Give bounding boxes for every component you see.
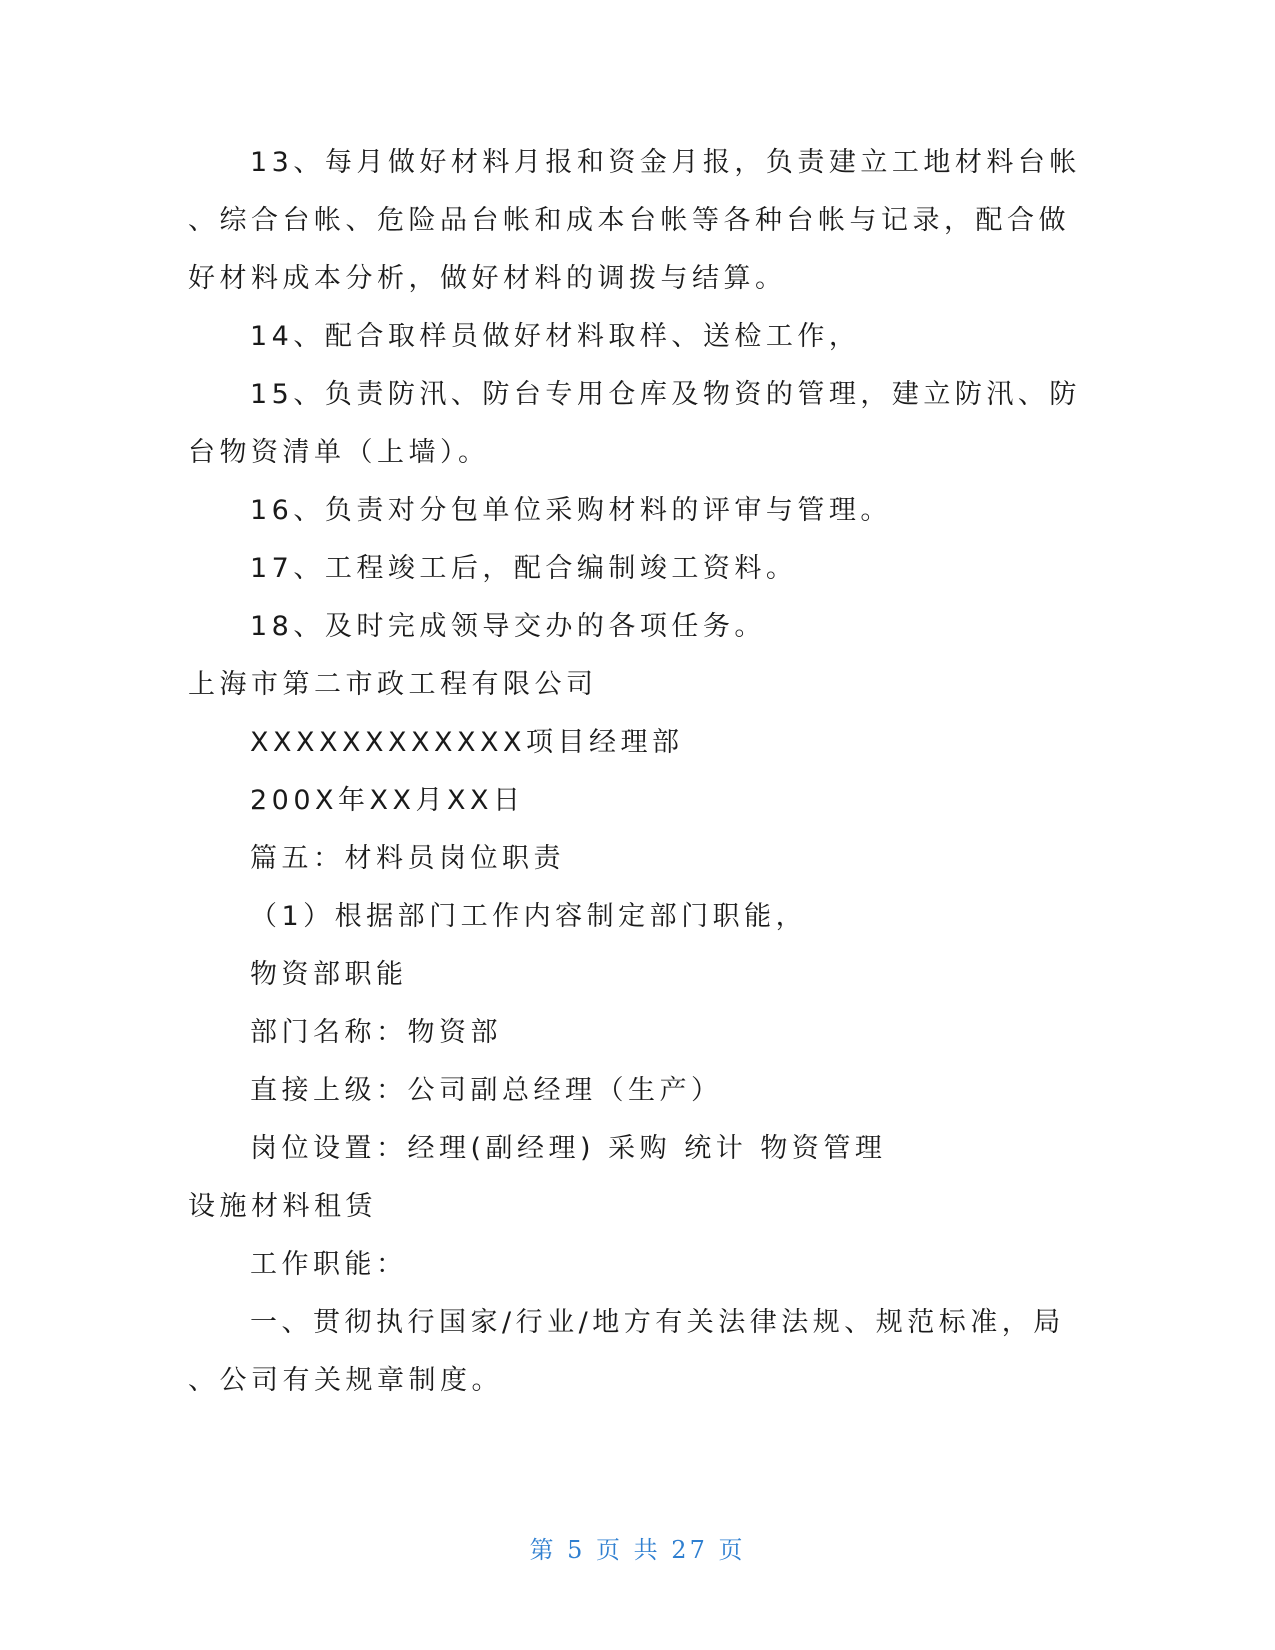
paragraph-line: 15、负责防汛、防台专用仓库及物资的管理，建立防汛、防 bbox=[250, 379, 1081, 410]
paragraph-line: 设施材料租赁 bbox=[188, 1191, 377, 1222]
paragraph-line: 16、负责对分包单位采购材料的评审与管理。 bbox=[250, 495, 892, 526]
paragraph-line: 13、每月做好材料月报和资金月报，负责建立工地材料台帐 bbox=[250, 147, 1081, 178]
paragraph-line: 好材料成本分析，做好材料的调拨与结算。 bbox=[188, 263, 787, 294]
section-title: 篇五：材料员岗位职责 bbox=[250, 843, 565, 874]
paragraph-line: 台物资清单（上墙）。 bbox=[188, 437, 490, 468]
paragraph-line: 部门名称：物资部 bbox=[250, 1017, 502, 1048]
paragraph-line: （1）根据部门工作内容制定部门职能， bbox=[250, 901, 808, 932]
page-number-footer: 第 5 页 共 27 页 bbox=[529, 1536, 746, 1564]
paragraph-line: 18、及时完成领导交办的各项任务。 bbox=[250, 611, 766, 642]
paragraph-line: 14、配合取样员做好材料取样、送检工作， bbox=[250, 321, 861, 352]
project-department: XXXXXXXXXXXX项目经理部 bbox=[250, 727, 684, 758]
paragraph-line: 工作职能： bbox=[250, 1249, 408, 1280]
paragraph-line: 17、工程竣工后，配合编制竣工资料。 bbox=[250, 553, 798, 584]
paragraph-line: 、公司有关规章制度。 bbox=[188, 1365, 503, 1396]
paragraph-line: 岗位设置：经理(副经理) 采购 统计 物资管理 bbox=[250, 1133, 887, 1164]
paragraph-line: 物资部职能 bbox=[250, 959, 408, 990]
company-name: 上海市第二市政工程有限公司 bbox=[188, 669, 598, 700]
document-date: 200X年XX月XX日 bbox=[250, 785, 525, 816]
paragraph-line: 、综合台帐、危险品台帐和成本台帐等各种台帐与记录，配合做 bbox=[188, 205, 1070, 236]
paragraph-line: 一、贯彻执行国家/行业/地方有关法律法规、规范标准，局 bbox=[250, 1307, 1065, 1338]
paragraph-line: 直接上级：公司副总经理（生产） bbox=[250, 1075, 723, 1106]
